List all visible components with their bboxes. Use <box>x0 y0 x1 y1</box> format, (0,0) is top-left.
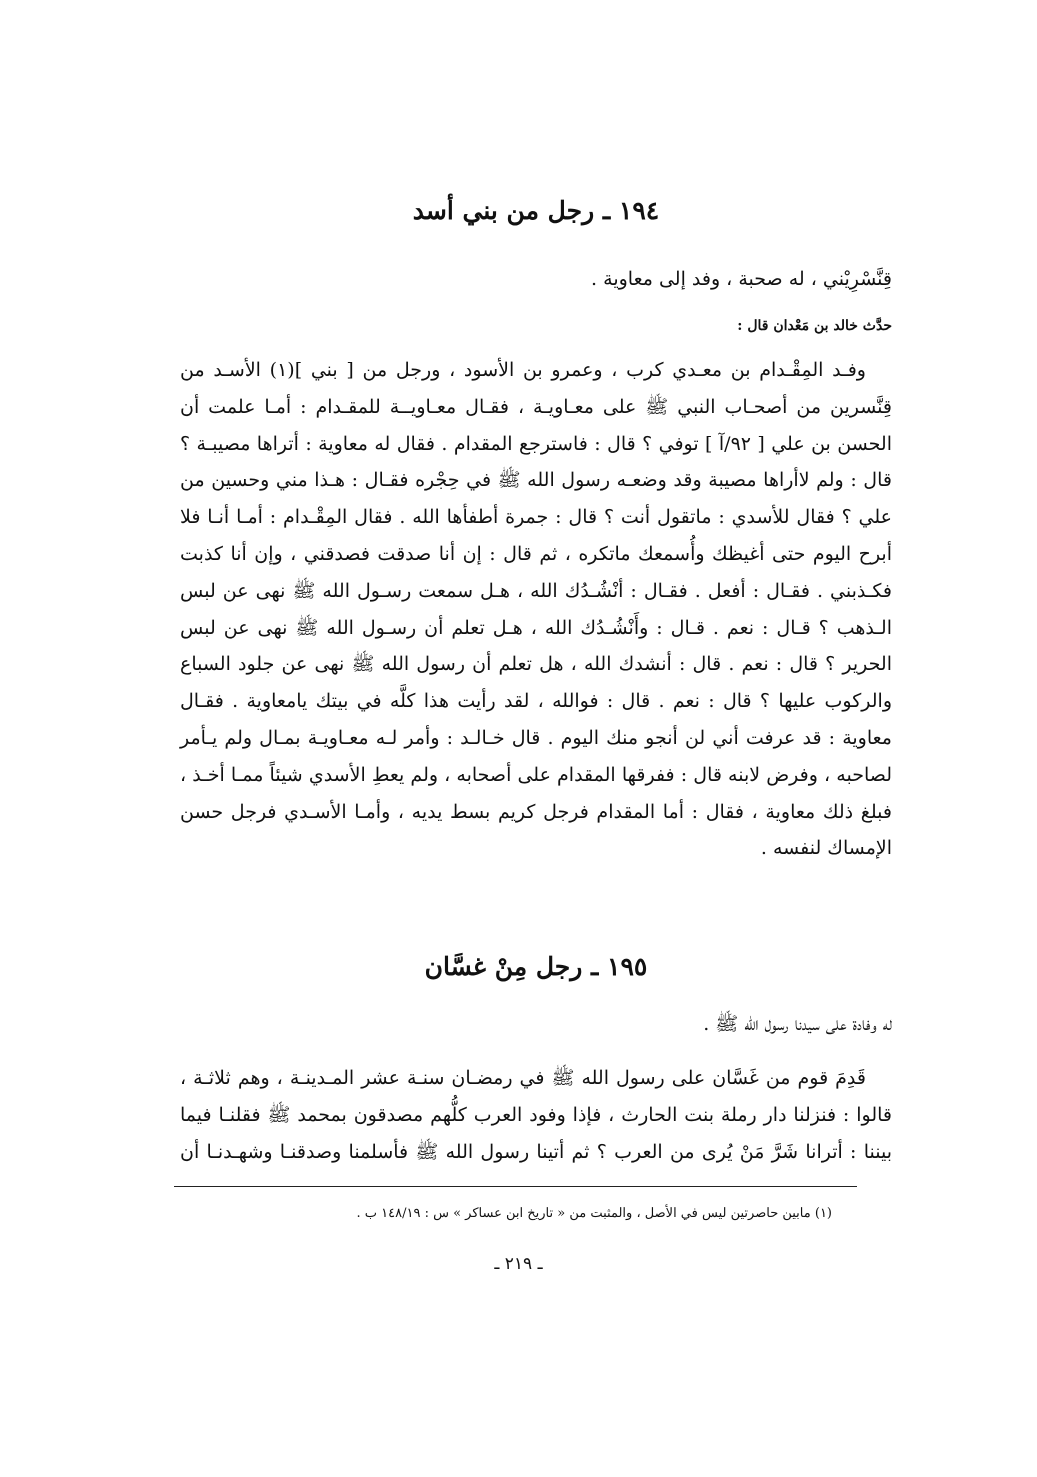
body-line: قالوا : فنزلنا دار رملة بنت الحارث ، فإذا وفود العرب كلُّهم مصدقون بمحمد ﷺ فقلنـا فيما <box>180 1103 892 1126</box>
body-line: علي ؟ فقال للأسدي : ماتقول أنت ؟ قال : جمرة أطفأها الله . فقال المِقْـدام : أمـا أنـا فلا <box>180 506 892 529</box>
section-195-body <box>180 1060 892 1170</box>
page-number: ـ ٢١٩ ـ <box>494 1254 543 1274</box>
body-line: الحرير ؟ قال : نعم . قال : أنشدك الله ، هل تعلم أن رسول الله ﷺ نهى عن جلود السباع <box>180 653 892 676</box>
body-line: قِنَّسرين من أصحـاب النبي ﷺ على معـاويـة ، فقـال معـاويــة للمقـدام : أمـا علمت أن <box>180 395 892 418</box>
body-line: قَدِمَ قوم من غَسَّان على رسول الله ﷺ في رمضـان سنـة عشر المـدينـة ، وهم ثلاثـة ، <box>180 1067 866 1089</box>
section-195-intro: له وفادة على سيدنا رسول الله ﷺ . <box>703 1013 892 1035</box>
section-194-narrator: حدَّث خالد بن مَعْدان قال : <box>737 318 892 334</box>
body-line: لصاحبه ، وفرض لابنه قال : ففرقها المقدام على أصحابه ، ولم يعطِ الأسدي شيئاً ممـا أخـذ ، <box>180 763 892 786</box>
section-194-intro: قِنَّسْرِيْني ، له صحبة ، وفد إلى معاوية . <box>591 268 892 290</box>
body-line: الحسن بن علي [ ٩٢/آ ] توفي ؟ قال : فاسترجع المقدام . فقال له معاوية : أتراها مصيبـة ؟ <box>180 432 892 455</box>
footnote: (١) مابين حاصرتين ليس في الأصل ، والمثبت من « تاريخ ابن عساكر » س : ١٤٨/١٩ ب . <box>356 1206 832 1221</box>
body-line: فبلغ ذلك معاوية ، فقال : أما المقدام فرجل كريم بسط يديه ، وأمـا الأسـدي فرجل حسن <box>180 800 892 823</box>
body-line: وفـد المِقْـدام بن معـدي كرب ، وعمرو بن الأسود ، ورجل من [ بني ](١) الأسـد من <box>180 359 866 381</box>
body-line: الـذهب ؟ قـال : نعم . قـال : وأَنْشُـدُك الله ، هـل تعلم أن رسـول الله ﷺ نهى عن لبس <box>180 616 892 639</box>
body-line: فكـذبني . فقـال : أفعل . فقـال : أنْشُـدُك الله ، هـل سمعت رسـول الله ﷺ نهى عن لبس <box>180 579 892 602</box>
body-line: الإمساك لنفسه . <box>760 837 892 860</box>
body-line: بيننا : أترانا شَرَّ مَنْ يُرى من العرب ؟ ثم أتينا رسول الله ﷺ فأسلمنا وصدقنـا وشهـدنـا أن <box>180 1140 892 1163</box>
section-195-title: ١٩٥ ـ رجل مِنْ غسَّان <box>424 952 648 981</box>
body-line: معاوية : قد عرفت أني لن أنجو منك اليوم . قال خـالـد : وأمر لـه معـاويـة بمـال ولم يـأمر <box>180 726 892 749</box>
section-194-body <box>180 352 892 867</box>
body-line: والركوب عليها ؟ قال : نعم . قال : فوالله ، لقد رأيت هذا كلَّه في بيتك يامعاوية . فقـال <box>180 690 892 713</box>
section-194-title: ١٩٤ ـ رجل من بني أسد <box>412 196 660 225</box>
body-line: أبرح اليوم حتى أغيظك وأُسمعك ماتكره ، ثم قال : إن أنا صدقت فصدقني ، وإن أنا كذبت <box>180 542 892 565</box>
footnote-divider <box>174 1186 857 1187</box>
body-line: قال : ولم لاأراها مصيبة وقد وضعـه رسول الله ﷺ في حِجْره فقـال : هـذا مني وحسين من <box>180 469 892 492</box>
